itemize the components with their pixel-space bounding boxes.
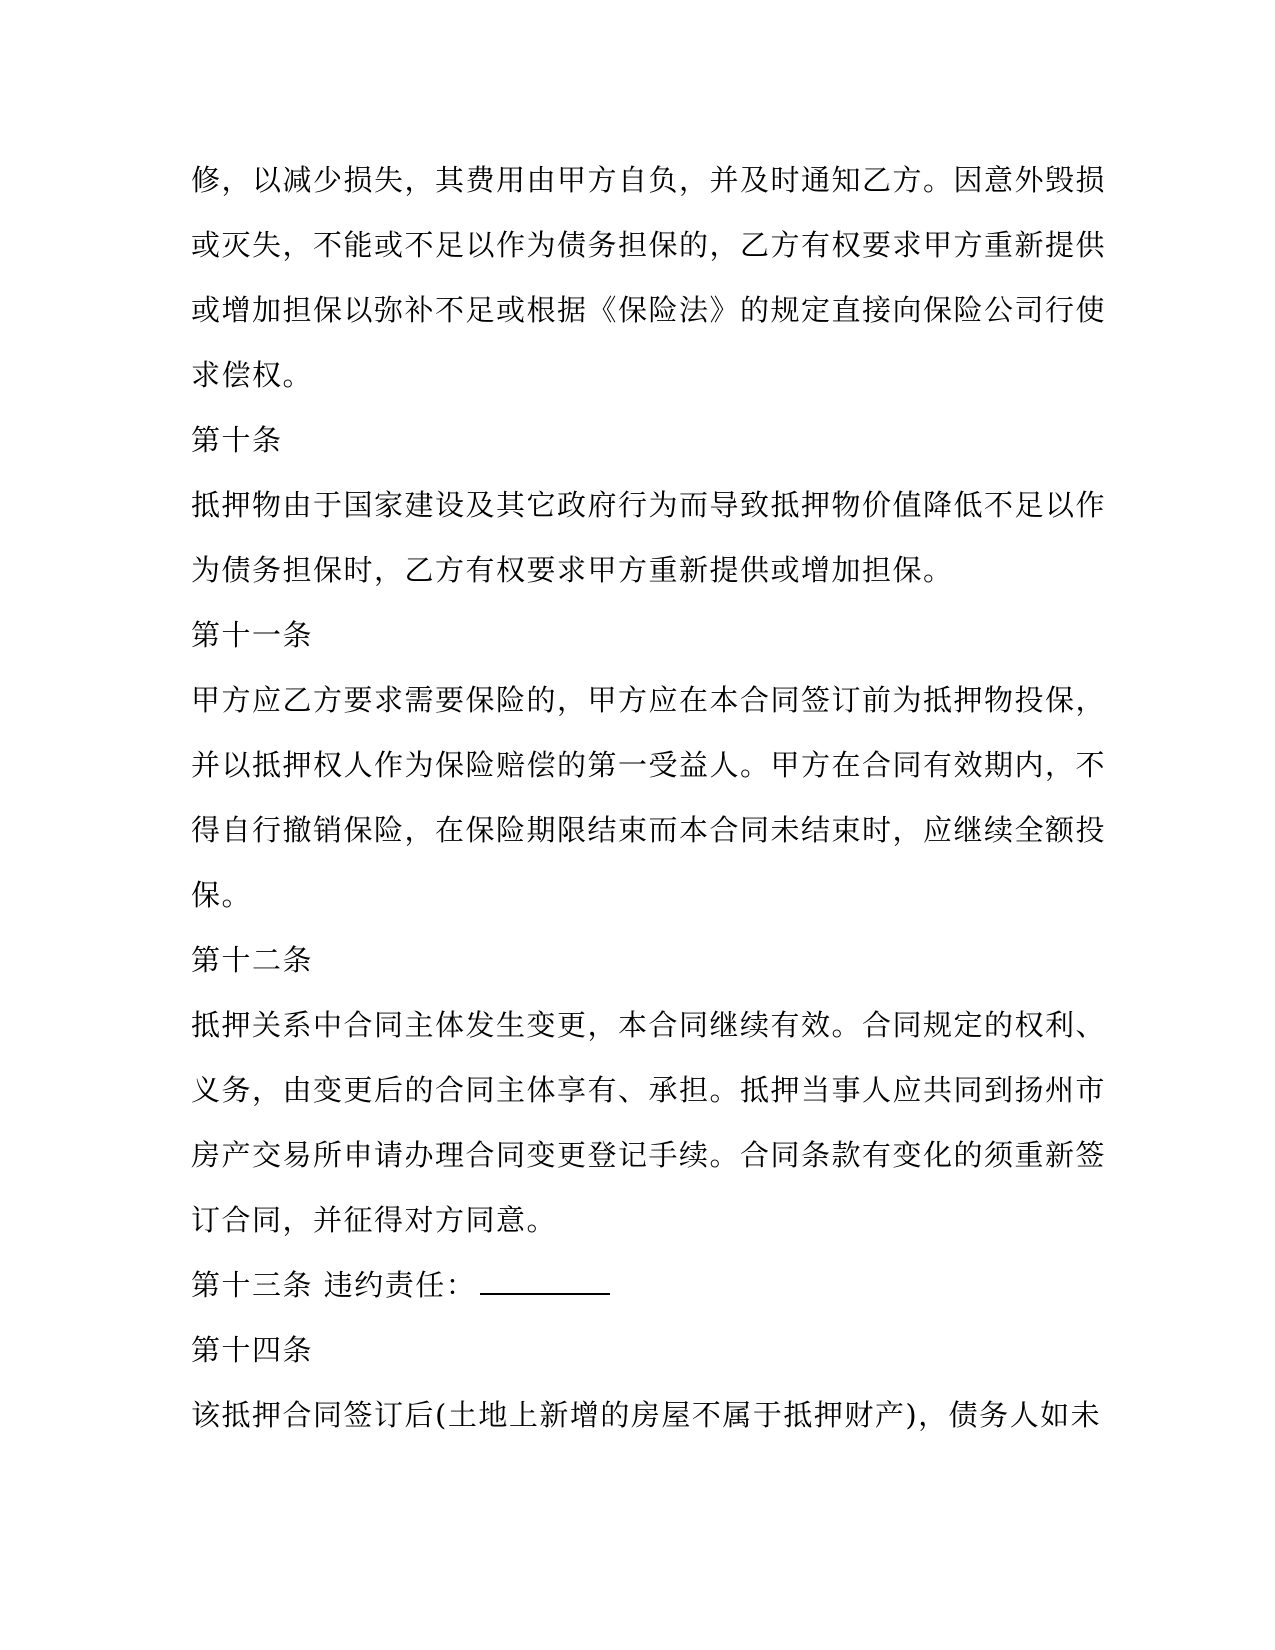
text-line: 甲方应乙方要求需要保险的，甲方应在本合同签订前为抵押物投保， <box>191 683 1107 717</box>
contract-body <box>191 158 1107 1458</box>
text-line: 房产交易所申请办理合同变更登记手续。合同条款有变化的须重新签 <box>191 1138 1107 1172</box>
article-14-heading: 第十四条 <box>191 1333 314 1367</box>
article-13-line <box>191 1263 1071 1328</box>
text-line: 或灭失，不能或不足以作为债务担保的，乙方有权要求甲方重新提供 <box>191 228 1107 262</box>
article-13-heading: 第十三条 违约责任： <box>191 1268 477 1302</box>
text-line: 保。 <box>191 878 253 912</box>
text-line: 修，以减少损失，其费用由甲方自负，并及时通知乙方。因意外毁损 <box>191 163 1107 197</box>
text-line: 义务，由变更后的合同主体享有、承担。抵押当事人应共同到扬州市 <box>191 1073 1107 1107</box>
text-line: 求偿权。 <box>191 358 314 392</box>
blank-fill-line <box>480 1267 610 1295</box>
text-line: 订合同，并征得对方同意。 <box>191 1203 558 1237</box>
text-line: 并以抵押权人作为保险赔偿的第一受益人。甲方在合同有效期内，不 <box>191 748 1107 782</box>
text-line: 得自行撤销保险，在保险期限结束而本合同未结束时，应继续全额投 <box>191 813 1107 847</box>
article-12-heading: 第十二条 <box>191 943 314 977</box>
text-line: 该抵押合同签订后(土地上新增的房屋不属于抵押财产)，债务人如未 <box>191 1398 1102 1432</box>
text-line: 抵押物由于国家建设及其它政府行为而导致抵押物价值降低不足以作 <box>191 488 1107 522</box>
article-10-heading: 第十条 <box>191 423 283 457</box>
text-line: 或增加担保以弥补不足或根据《保险法》的规定直接向保险公司行使 <box>191 293 1107 327</box>
text-line: 为债务担保时，乙方有权要求甲方重新提供或增加担保。 <box>191 553 954 587</box>
article-11-heading: 第十一条 <box>191 618 314 652</box>
text-line: 抵押关系中合同主体发生变更，本合同继续有效。合同规定的权利、 <box>191 1008 1107 1042</box>
